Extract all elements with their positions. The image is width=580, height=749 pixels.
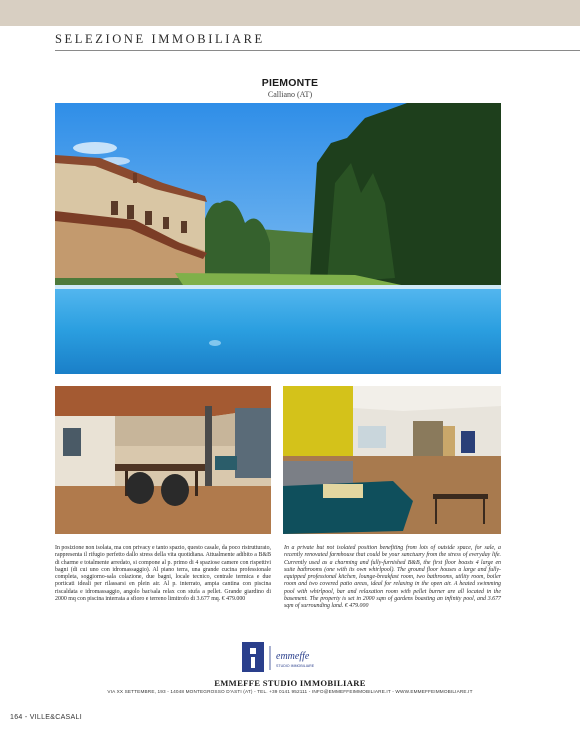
section-divider	[55, 50, 580, 51]
page-folio: 164 - VILLE&CASALI	[10, 714, 82, 721]
listing-town: Calliano (AT)	[267, 90, 313, 99]
living-room-photo	[55, 386, 271, 534]
main-photo-farmhouse-pool	[55, 103, 501, 374]
description-english: In a private but not isolated position benefiting from lots of outside space, for sale, a recently renovated farmhouse that could be your sanctuary from the stress of everyday life. Currently used as a charming and fully-furnished B&B, the first floor boasts 4 large en suite bathrooms (one with its own whirlpool). The ground floor houses a large and fully-equipped professional kitchen, lounge-breakfast room, two bathrooms, utility room, boiler room and two covered patio areas, ideal for relaxing in the open air. A heated swimming pool with whirlpool, bar and relaxation room with pellet burner are all located in the basement. The property is set in 2000 sqm of gardens boasting an infinity pool, and 3.677 sqm of surrounding land. € 479.000	[284, 545, 501, 610]
header-band	[0, 0, 580, 26]
listing-region: PIEMONTE	[261, 77, 319, 89]
bedroom-photo	[283, 386, 501, 534]
section-title: SELEZIONE IMMOBILIARE	[55, 32, 265, 46]
logo-subtext: STUDIO IMMOBILIARE	[276, 664, 315, 668]
logo-wordmark: emmeffe	[276, 651, 310, 662]
agency-contacts: VIA XX SETTEMBRE, 193 - 14048 MONTEGROSSO D'ASTI (AT) - TEL. +39 0141 952111 - INFO@EMMEFFEIMMOBILIARE.IT - WWW.EMMEFFEIMMOBILIARE.IT	[107, 689, 473, 694]
agency-logo	[236, 640, 336, 676]
description-italian: In posizione non isolata, ma con privacy e tanto spazio, questo casale, da poco ristrutturato, rappresenta il rifugio perfetto dallo stress della vita quotidiana. Attualmente adibito a B&B di charme e totalmente arredato, si compone al p. primo di 4 spaziose camere con rispettivi bagni (di cui uno con idromassaggio). Al piano terra, una grande cucina professionale completa, soggiorno-sala colazione, due bagni, locale tecnico, centrale termica e due porticati ideali per rilassarsi en plein air. Al p. interrato, ampia cantina con piscina riscaldata e idromassaggio, angolo bar/sala relax con stufa a pellet. Grande giardino di 2000 mq con piscina interrata a sfioro e terreno limitrofo di 3.677 mq. € 479.000	[55, 545, 271, 603]
agency-name: EMMEFFE STUDIO IMMOBILIARE	[214, 678, 366, 688]
